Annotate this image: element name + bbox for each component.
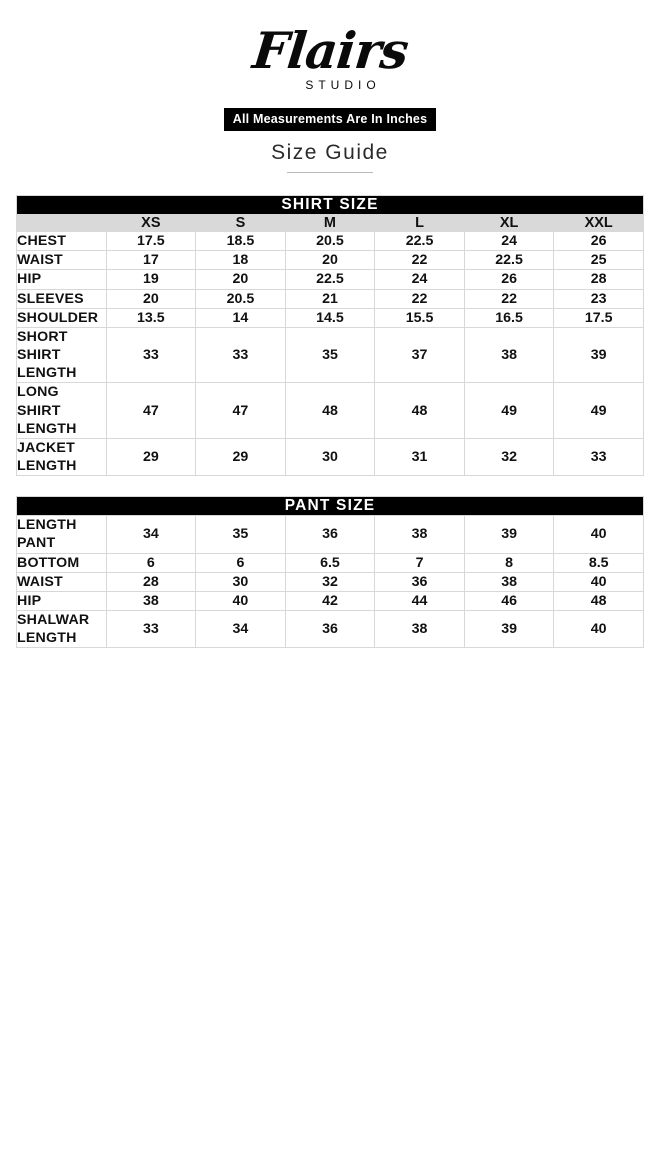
pant-cell: 6 (106, 553, 196, 572)
shirt-cell: 48 (285, 383, 375, 439)
shirt-cell: 20 (196, 270, 286, 289)
measurements-banner-wrap (16, 92, 644, 131)
pant-cell: 42 (285, 591, 375, 610)
shirt-cell: 26 (554, 232, 644, 251)
shirt-cell: 24 (464, 232, 554, 251)
shirt-cell: 33 (106, 327, 196, 383)
shirt-col-head-m: M (285, 215, 375, 232)
table-row (17, 516, 644, 553)
shirt-row-label: SHOULDER (17, 308, 107, 327)
table-row (17, 289, 644, 308)
shirt-cell: 17.5 (106, 232, 196, 251)
pant-cell: 35 (196, 516, 286, 553)
pant-cell: 36 (285, 516, 375, 553)
pant-cell: 40 (554, 611, 644, 648)
shirt-cell: 26 (464, 270, 554, 289)
shirt-cell: 18 (196, 251, 286, 270)
table-row (17, 251, 644, 270)
shirt-row-label: JACKET LENGTH (17, 438, 107, 475)
shirt-size-table-block (16, 195, 644, 476)
shirt-row-label: SLEEVES (17, 289, 107, 308)
shirt-cell: 22.5 (375, 232, 465, 251)
shirt-cell: 25 (554, 251, 644, 270)
shirt-cell: 33 (196, 327, 286, 383)
measurements-banner: All Measurements Are In Inches (224, 108, 437, 131)
pant-cell: 40 (196, 591, 286, 610)
shirt-cell: 19 (106, 270, 196, 289)
brand-name: Flairs (249, 21, 411, 80)
pant-cell: 32 (285, 572, 375, 591)
shirt-cell: 47 (196, 383, 286, 439)
page-title: Size Guide (271, 141, 389, 164)
shirt-cell: 22.5 (464, 251, 554, 270)
pant-cell: 48 (554, 591, 644, 610)
pant-cell: 39 (464, 516, 554, 553)
table-row (17, 553, 644, 572)
shirt-col-head-xs: XS (106, 215, 196, 232)
shirt-table-title-row (17, 196, 644, 215)
shirt-cell: 20.5 (285, 232, 375, 251)
pant-row-label: BOTTOM (17, 553, 107, 572)
shirt-cell: 20 (106, 289, 196, 308)
shirt-cell: 49 (554, 383, 644, 439)
table-row (17, 383, 644, 439)
title-underline (287, 172, 373, 173)
shirt-row-label: CHEST (17, 232, 107, 251)
pant-cell: 30 (196, 572, 286, 591)
shirt-cell: 37 (375, 327, 465, 383)
pant-cell: 40 (554, 516, 644, 553)
shirt-cell: 28 (554, 270, 644, 289)
pant-cell: 40 (554, 572, 644, 591)
pant-row-label: WAIST (17, 572, 107, 591)
shirt-cell: 23 (554, 289, 644, 308)
pant-cell: 36 (285, 611, 375, 648)
shirt-cell: 24 (375, 270, 465, 289)
table-row (17, 327, 644, 383)
shirt-cell: 30 (285, 438, 375, 475)
table-row (17, 591, 644, 610)
table-row (17, 232, 644, 251)
pant-table-title-row (17, 497, 644, 516)
shirt-cell: 29 (196, 438, 286, 475)
shirt-cell: 15.5 (375, 308, 465, 327)
shirt-cell: 14 (196, 308, 286, 327)
shirt-size-table (16, 195, 644, 476)
shirt-cell: 22 (464, 289, 554, 308)
pant-cell: 8.5 (554, 553, 644, 572)
brand-logo (16, 0, 644, 92)
shirt-cell: 48 (375, 383, 465, 439)
brand-subtitle: STUDIO (305, 78, 381, 92)
shirt-row-label: HIP (17, 270, 107, 289)
shirt-cell: 39 (554, 327, 644, 383)
pant-row-label: HIP (17, 591, 107, 610)
shirt-cell: 35 (285, 327, 375, 383)
pant-cell: 28 (106, 572, 196, 591)
pant-row-label: LENGTH PANT (17, 516, 107, 553)
pant-cell: 7 (375, 553, 465, 572)
shirt-row-label: LONG SHIRT LENGTH (17, 383, 107, 439)
table-row (17, 438, 644, 475)
pant-cell: 34 (196, 611, 286, 648)
shirt-cell: 22 (375, 289, 465, 308)
pant-cell: 38 (106, 591, 196, 610)
shirt-col-head-xxl: XXL (554, 215, 644, 232)
pant-cell: 38 (464, 572, 554, 591)
shirt-row-label: SHORT SHIRT LENGTH (17, 327, 107, 383)
shirt-col-head-xl: XL (464, 215, 554, 232)
pant-cell: 8 (464, 553, 554, 572)
shirt-cell: 31 (375, 438, 465, 475)
pant-cell: 36 (375, 572, 465, 591)
shirt-cell: 21 (285, 289, 375, 308)
shirt-row-label: WAIST (17, 251, 107, 270)
pant-cell: 46 (464, 591, 554, 610)
pant-cell: 39 (464, 611, 554, 648)
shirt-cell: 13.5 (106, 308, 196, 327)
pant-cell: 6.5 (285, 553, 375, 572)
shirt-cell: 20.5 (196, 289, 286, 308)
table-row (17, 270, 644, 289)
shirt-cell: 49 (464, 383, 554, 439)
pant-cell: 6 (196, 553, 286, 572)
pant-row-label: SHALWAR LENGTH (17, 611, 107, 648)
shirt-table-header-row (17, 215, 644, 232)
pant-cell: 33 (106, 611, 196, 648)
shirt-cell: 14.5 (285, 308, 375, 327)
shirt-col-head-0 (17, 215, 107, 232)
shirt-cell: 32 (464, 438, 554, 475)
shirt-cell: 22 (375, 251, 465, 270)
pant-cell: 38 (375, 516, 465, 553)
pant-size-table-block (16, 496, 644, 648)
shirt-cell: 33 (554, 438, 644, 475)
table-row (17, 572, 644, 591)
pant-size-table (16, 496, 644, 648)
shirt-cell: 29 (106, 438, 196, 475)
shirt-cell: 20 (285, 251, 375, 270)
shirt-cell: 16.5 (464, 308, 554, 327)
shirt-table-title: SHIRT SIZE (17, 196, 644, 215)
shirt-cell: 17.5 (554, 308, 644, 327)
table-row (17, 611, 644, 648)
shirt-cell: 17 (106, 251, 196, 270)
shirt-cell: 22.5 (285, 270, 375, 289)
shirt-cell: 38 (464, 327, 554, 383)
shirt-cell: 18.5 (196, 232, 286, 251)
pant-cell: 34 (106, 516, 196, 553)
shirt-col-head-s: S (196, 215, 286, 232)
shirt-cell: 47 (106, 383, 196, 439)
pant-cell: 44 (375, 591, 465, 610)
pant-cell: 38 (375, 611, 465, 648)
shirt-col-head-l: L (375, 215, 465, 232)
pant-table-title: PANT SIZE (17, 497, 644, 516)
table-row (17, 308, 644, 327)
